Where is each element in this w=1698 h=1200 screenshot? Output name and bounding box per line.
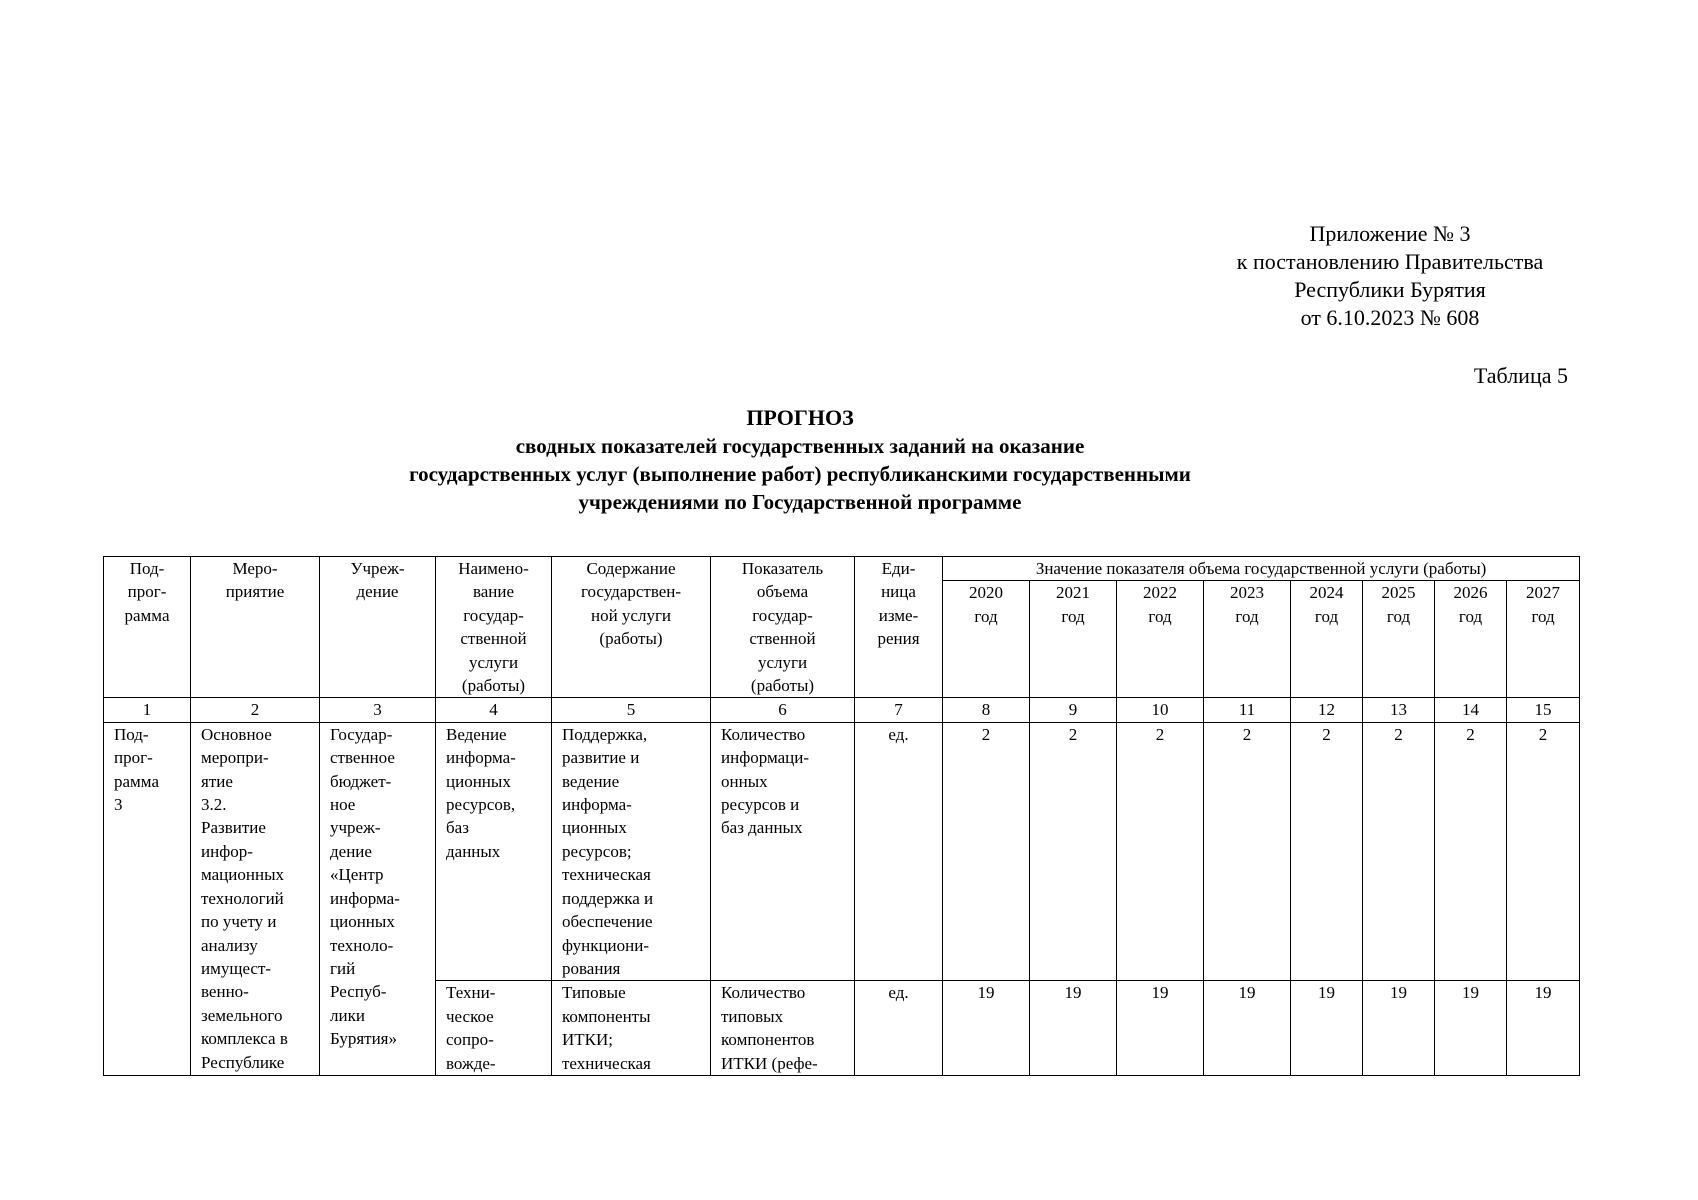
column-number: 11 — [1204, 698, 1291, 722]
value-2026: 19 — [1435, 981, 1507, 1076]
header-measure: Меро- приятие — [191, 557, 320, 698]
title-line-2: государственных услуг (выполнение работ) республиканскими государственными — [409, 462, 1191, 486]
column-number: 2 — [191, 698, 320, 722]
value-2023: 19 — [1204, 981, 1291, 1076]
appendix-line-1: Приложение № 3 — [1309, 221, 1471, 246]
appendix-line-3: Республики Бурятия — [1294, 277, 1486, 302]
service-name-cell: Техни- ческое сопро- вожде- — [436, 981, 552, 1076]
subprogram-cell: Под- прог- рамма 3 — [104, 722, 191, 1075]
forecast-table — [103, 556, 1580, 1076]
table-label: Таблица 5 — [1473, 363, 1568, 388]
column-number: 4 — [436, 698, 552, 722]
value-2022: 2 — [1117, 722, 1204, 980]
header-service-content: Содержание государствен- ной услуги (работы) — [552, 557, 711, 698]
value-2027: 2 — [1507, 722, 1580, 980]
column-number: 8 — [943, 698, 1030, 722]
column-number: 15 — [1507, 698, 1580, 722]
value-2027: 19 — [1507, 981, 1580, 1076]
appendix-block — [1180, 220, 1600, 332]
column-number: 9 — [1030, 698, 1117, 722]
unit-cell: ед. — [855, 981, 943, 1076]
volume-indicator-cell: Количество информаци- онных ресурсов и баз данных — [711, 722, 855, 980]
header-year-2020: 2020 год — [943, 581, 1030, 698]
header-subprogram: Под- прог- рамма — [104, 557, 191, 698]
unit-cell: ед. — [855, 722, 943, 980]
column-number: 13 — [1363, 698, 1435, 722]
header-row-1 — [104, 557, 1580, 581]
value-2023: 2 — [1204, 722, 1291, 980]
value-2020: 2 — [943, 722, 1030, 980]
measure-cell: Основное меропри- ятие 3.2. Развитие инфор- мационных технологий по учету и анализу имущест- венно- земельного комплекса в Республике — [191, 722, 320, 1075]
header-year-2024: 2024 год — [1291, 581, 1363, 698]
column-number: 1 — [104, 698, 191, 722]
value-2020: 19 — [943, 981, 1030, 1076]
header-year-2025: 2025 год — [1363, 581, 1435, 698]
header-year-2026: 2026 год — [1435, 581, 1507, 698]
table-row — [104, 722, 1580, 980]
title-main: ПРОГНОЗ — [746, 405, 854, 430]
column-number: 12 — [1291, 698, 1363, 722]
value-2026: 2 — [1435, 722, 1507, 980]
appendix-line-4: от 6.10.2023 № 608 — [1300, 305, 1480, 330]
appendix-line-2: к постановлению Правительства — [1236, 249, 1544, 274]
header-year-2022: 2022 год — [1117, 581, 1204, 698]
value-2024: 2 — [1291, 722, 1363, 980]
value-2025: 19 — [1363, 981, 1435, 1076]
column-number: 6 — [711, 698, 855, 722]
column-number-row — [104, 698, 1580, 722]
value-2022: 19 — [1117, 981, 1204, 1076]
header-service-name: Наимено- вание государ- ственной услуги (работы) — [436, 557, 552, 698]
column-number: 3 — [320, 698, 436, 722]
header-year-2023: 2023 год — [1204, 581, 1291, 698]
column-number: 10 — [1117, 698, 1204, 722]
header-year-2021: 2021 год — [1030, 581, 1117, 698]
value-2021: 19 — [1030, 981, 1117, 1076]
service-content-cell: Типовые компоненты ИТКИ; техническая — [552, 981, 711, 1076]
value-2021: 2 — [1030, 722, 1117, 980]
column-number: 5 — [552, 698, 711, 722]
service-content-cell: Поддержка, развитие и ведение информа- ционных ресурсов; техническая поддержка и обеспечение функциони- рования — [552, 722, 711, 980]
title-line-1: сводных показателей государственных заданий на оказание — [515, 434, 1085, 458]
column-number: 14 — [1435, 698, 1507, 722]
value-2025: 2 — [1363, 722, 1435, 980]
value-2024: 19 — [1291, 981, 1363, 1076]
header-unit: Еди- ница изме- рения — [855, 557, 943, 698]
header-year-2027: 2027 год — [1507, 581, 1580, 698]
header-values-group: Значение показателя объема государственной услуги (работы) — [943, 557, 1580, 581]
title-line-3: учреждениями по Государственной программе — [578, 490, 1022, 514]
volume-indicator-cell: Количество типовых компонентов ИТКИ (рефе- — [711, 981, 855, 1076]
service-name-cell: Ведение информа- ционных ресурсов, баз данных — [436, 722, 552, 980]
header-volume-indicator: Показатель объема государ- ственной услуги (работы) — [711, 557, 855, 698]
document-title — [300, 404, 1300, 516]
column-number: 7 — [855, 698, 943, 722]
header-institution: Учреж- дение — [320, 557, 436, 698]
institution-cell: Государ- ственное бюджет- ное учреж- дение «Центр информа- ционных техноло- гий Респуб- лики Бурятия» — [320, 722, 436, 1075]
